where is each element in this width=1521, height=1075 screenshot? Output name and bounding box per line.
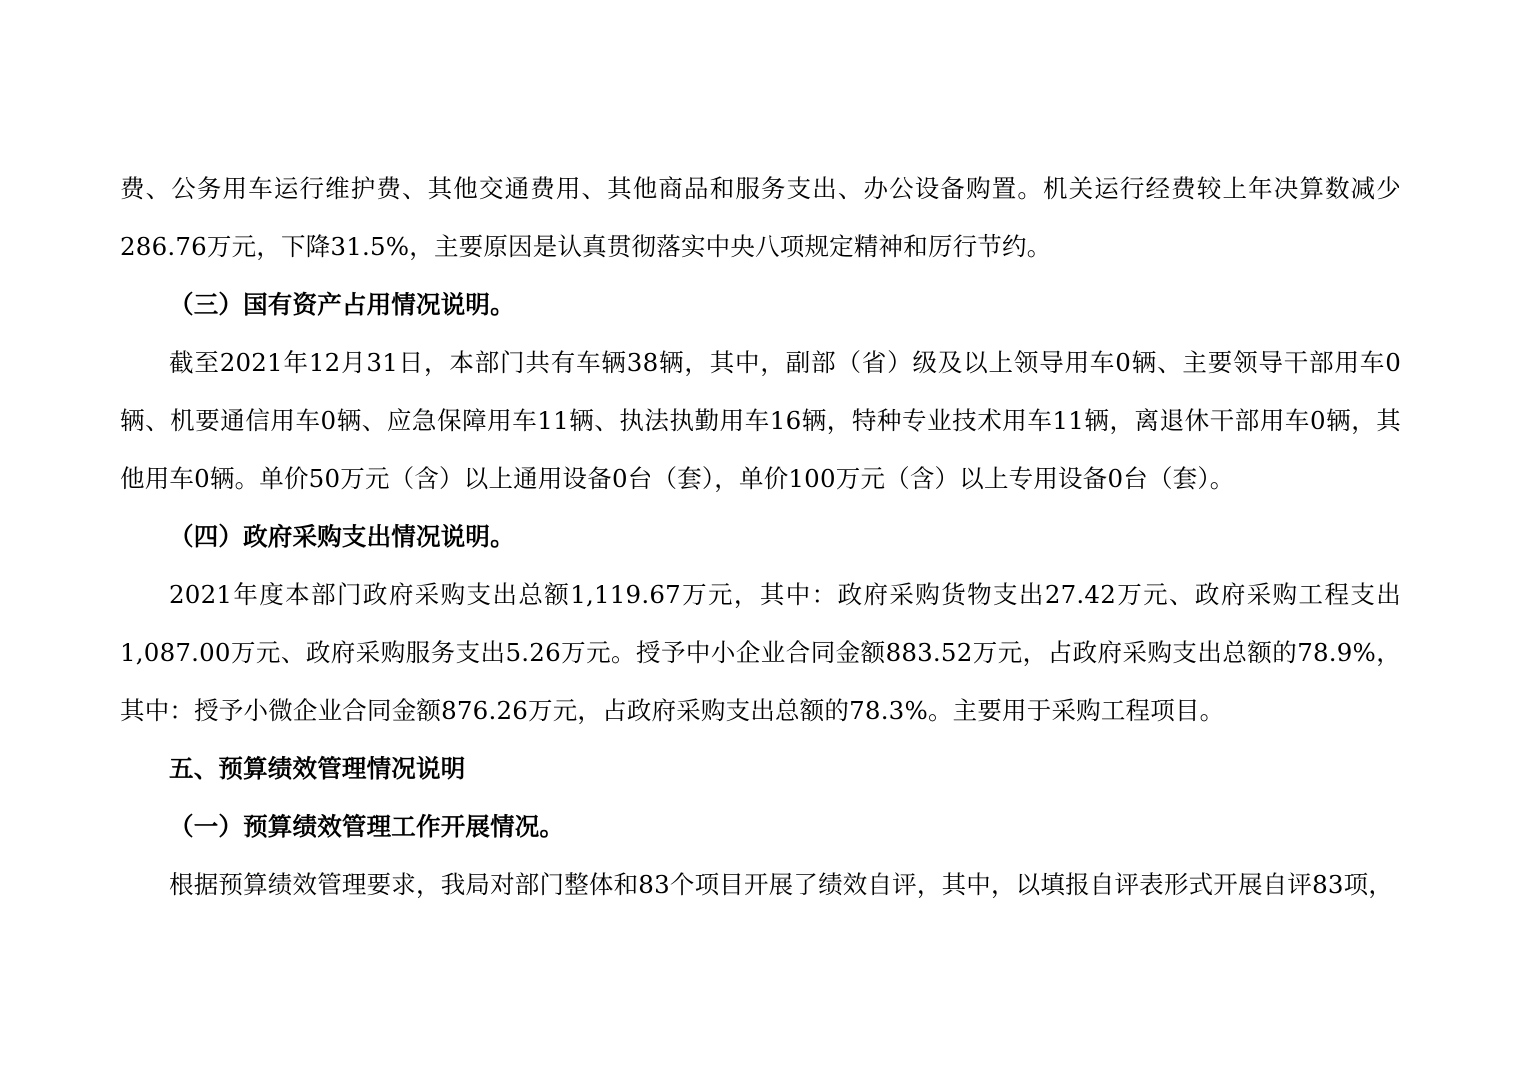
heading-government-procurement: （四）政府采购支出情况说明。 — [169, 522, 515, 551]
paragraph-state-assets: 截至2021年12月31日，本部门共有车辆38辆，其中，副部（省）级及以上领导用车0辆、主要领导干部用车0辆、机要通信用车0辆、应急保障用车11辆、执法执勤用车16辆，特种专业技术用车11辆，离退休干部用车0辆，其他用车0辆。单价50万元（含）以上通用设备0台（套），单价100万元（含）以上专用设备0台（套）。 — [120, 348, 1401, 493]
heading-state-assets: （三）国有资产占用情况说明。 — [169, 290, 515, 319]
heading-budget-performance-work: （一）预算绩效管理工作开展情况。 — [169, 812, 565, 841]
paragraph-operating-expenses: 费、公务用车运行维护费、其他交通费用、其他商品和服务支出、办公设备购置。机关运行经费较上年决算数减少286.76万元，下降31.5%，主要原因是认真贯彻落实中央八项规定精神和厉行节约。 — [120, 174, 1401, 261]
document-body — [120, 160, 1401, 914]
paragraph-budget-performance-work: 根据预算绩效管理要求，我局对部门整体和83个项目开展了绩效自评，其中，以填报自评表形式开展自评83项， — [169, 870, 1394, 899]
paragraph-government-procurement: 2021年度本部门政府采购支出总额1,119.67万元，其中：政府采购货物支出27.42万元、政府采购工程支出1,087.00万元、政府采购服务支出5.26万元。授予中小企业合同金额883.52万元，占政府采购支出总额的78.9%，其中：授予小微企业合同金额876.26万元，占政府采购支出总额的78.3%。主要用于采购工程项目。 — [120, 580, 1401, 725]
heading-budget-performance: 五、预算绩效管理情况说明 — [169, 754, 466, 783]
